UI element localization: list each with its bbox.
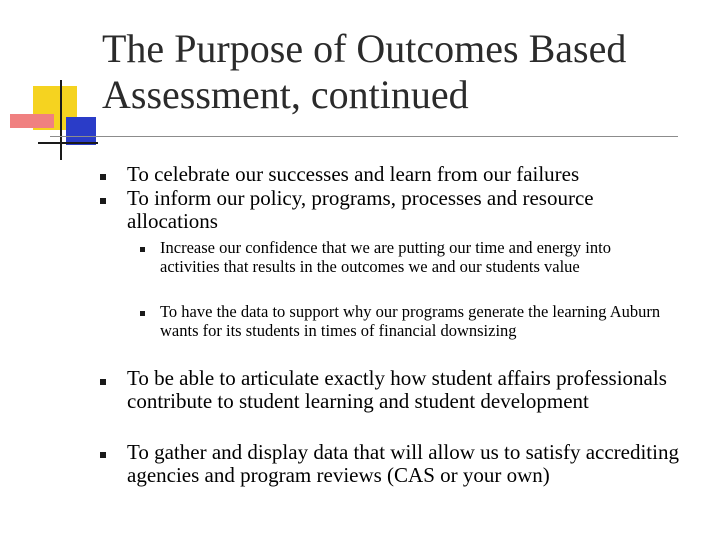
list-item: To inform our policy, programs, processes and resource allocations — [127, 186, 594, 233]
list-item: To celebrate our successes and learn from our failures — [127, 162, 580, 186]
list-item: To be able to articulate exactly how student affairs professionals contribute to student learning and student development — [127, 366, 667, 413]
sub-list-item: Increase our confidence that we are putting our time and energy into activities that results in the outcomes we and our students value — [160, 238, 611, 276]
sub-bullet-marker — [140, 247, 145, 252]
list-item: To gather and display data that will allow us to satisfy accrediting agencies and program reviews (CAS or your own) — [127, 440, 679, 487]
logo-pink-bar — [10, 114, 54, 128]
sub-list-item: To have the data to support why our programs generate the learning Auburn wants for its students in times of financial downsizing — [160, 302, 661, 340]
logo-vertical-line — [60, 80, 62, 160]
bullet-marker — [100, 379, 106, 385]
title-divider — [50, 136, 678, 137]
bullet-marker — [100, 198, 106, 204]
slide-title: The Purpose of Outcomes Based Assessment, continued — [102, 26, 627, 117]
sub-bullet-marker — [140, 311, 145, 316]
logo-horizontal-line — [38, 142, 98, 144]
logo-blue-square — [66, 117, 96, 145]
bullet-marker — [100, 452, 106, 458]
bullet-marker — [100, 174, 106, 180]
decorative-logo — [0, 0, 100, 170]
